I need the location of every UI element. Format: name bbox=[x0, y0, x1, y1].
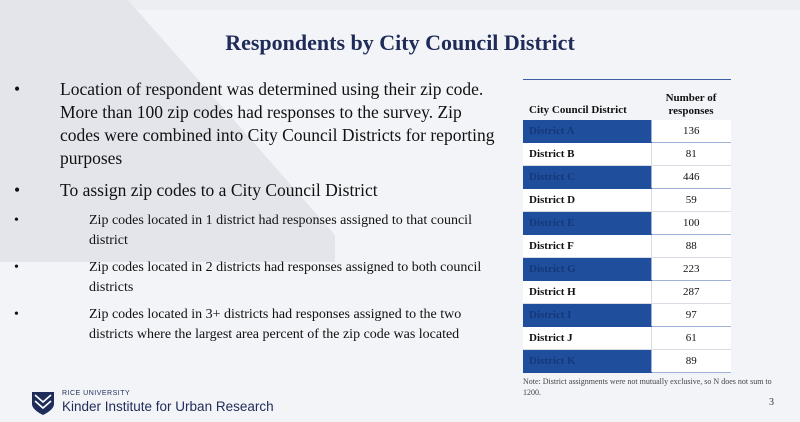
responses-cell: 61 bbox=[651, 327, 731, 350]
district-cell: District D bbox=[523, 189, 651, 212]
bullet-list bbox=[14, 78, 504, 352]
table-row bbox=[523, 281, 731, 304]
district-cell: District H bbox=[523, 281, 651, 304]
bullet-item bbox=[14, 179, 504, 202]
table-row bbox=[523, 258, 731, 281]
district-table bbox=[523, 79, 725, 373]
bullet-text: To assign zip codes to a City Council District bbox=[60, 180, 378, 200]
header-responses-line2: responses bbox=[668, 105, 714, 117]
header-responses-line1: Number of bbox=[665, 92, 717, 104]
bullet-text: Zip codes located in 3+ districts had responses assigned to the two districts where the largest area percent of the zip code was located bbox=[89, 307, 462, 342]
district-cell: District E bbox=[523, 212, 651, 235]
institute-name: Kinder Institute for Urban Research bbox=[62, 399, 274, 414]
table-row bbox=[523, 212, 731, 235]
header-district: City Council District bbox=[529, 104, 627, 116]
bullet-dot: • bbox=[14, 79, 21, 99]
responses-cell: 136 bbox=[651, 120, 731, 143]
district-cell: District K bbox=[523, 350, 651, 373]
bullet-item bbox=[14, 78, 504, 170]
table-row bbox=[523, 166, 731, 189]
district-cell: District C bbox=[523, 166, 651, 189]
responses-cell: 100 bbox=[651, 212, 731, 235]
page-title: Respondents by City Council District bbox=[225, 30, 575, 55]
responses-cell: 88 bbox=[651, 235, 731, 258]
table-row bbox=[523, 143, 731, 166]
bullet-item bbox=[14, 211, 504, 250]
header-responses bbox=[651, 80, 731, 121]
table-row bbox=[523, 235, 731, 258]
bullet-dot: • bbox=[14, 180, 21, 200]
responses-cell: 97 bbox=[651, 304, 731, 327]
bullet-dot: • bbox=[14, 213, 19, 228]
bullet-text: Zip codes located in 2 districts had responses assigned to both council districts bbox=[89, 260, 482, 295]
responses-cell: 59 bbox=[651, 189, 731, 212]
district-cell: District I bbox=[523, 304, 651, 327]
table-row bbox=[523, 350, 731, 373]
footer-logo bbox=[30, 390, 274, 421]
table-row bbox=[523, 120, 731, 143]
district-cell: District J bbox=[523, 327, 651, 350]
page-number: 3 bbox=[769, 397, 774, 408]
district-cell: District F bbox=[523, 235, 651, 258]
district-cell: District G bbox=[523, 258, 651, 281]
bullet-item bbox=[14, 305, 504, 344]
table-row bbox=[523, 304, 731, 327]
table-header-row bbox=[523, 80, 731, 121]
table-note: Note: District assignments were not mutually exclusive, so N does not sum to 1200. bbox=[523, 377, 772, 397]
responses-cell: 89 bbox=[651, 350, 731, 373]
bullet-item bbox=[14, 258, 504, 297]
responses-cell: 446 bbox=[651, 166, 731, 189]
district-cell: District A bbox=[523, 120, 651, 143]
rice-owl-shield-icon bbox=[30, 390, 56, 416]
university-name: RICE UNIVERSITY bbox=[62, 390, 131, 397]
bullet-text: Location of respondent was determined using their zip code. More than 100 zip codes had responses to the survey. Zip codes were combined into City Council Districts for reporting purposes bbox=[60, 79, 495, 168]
bullet-dot: • bbox=[14, 307, 19, 322]
bullet-dot: • bbox=[14, 260, 19, 275]
bullet-text: Zip codes located in 1 district had responses assigned to that council district bbox=[89, 213, 472, 248]
responses-cell: 287 bbox=[651, 281, 731, 304]
table-row bbox=[523, 327, 731, 350]
responses-cell: 81 bbox=[651, 143, 731, 166]
district-cell: District B bbox=[523, 143, 651, 166]
table-row bbox=[523, 189, 731, 212]
responses-cell: 223 bbox=[651, 258, 731, 281]
